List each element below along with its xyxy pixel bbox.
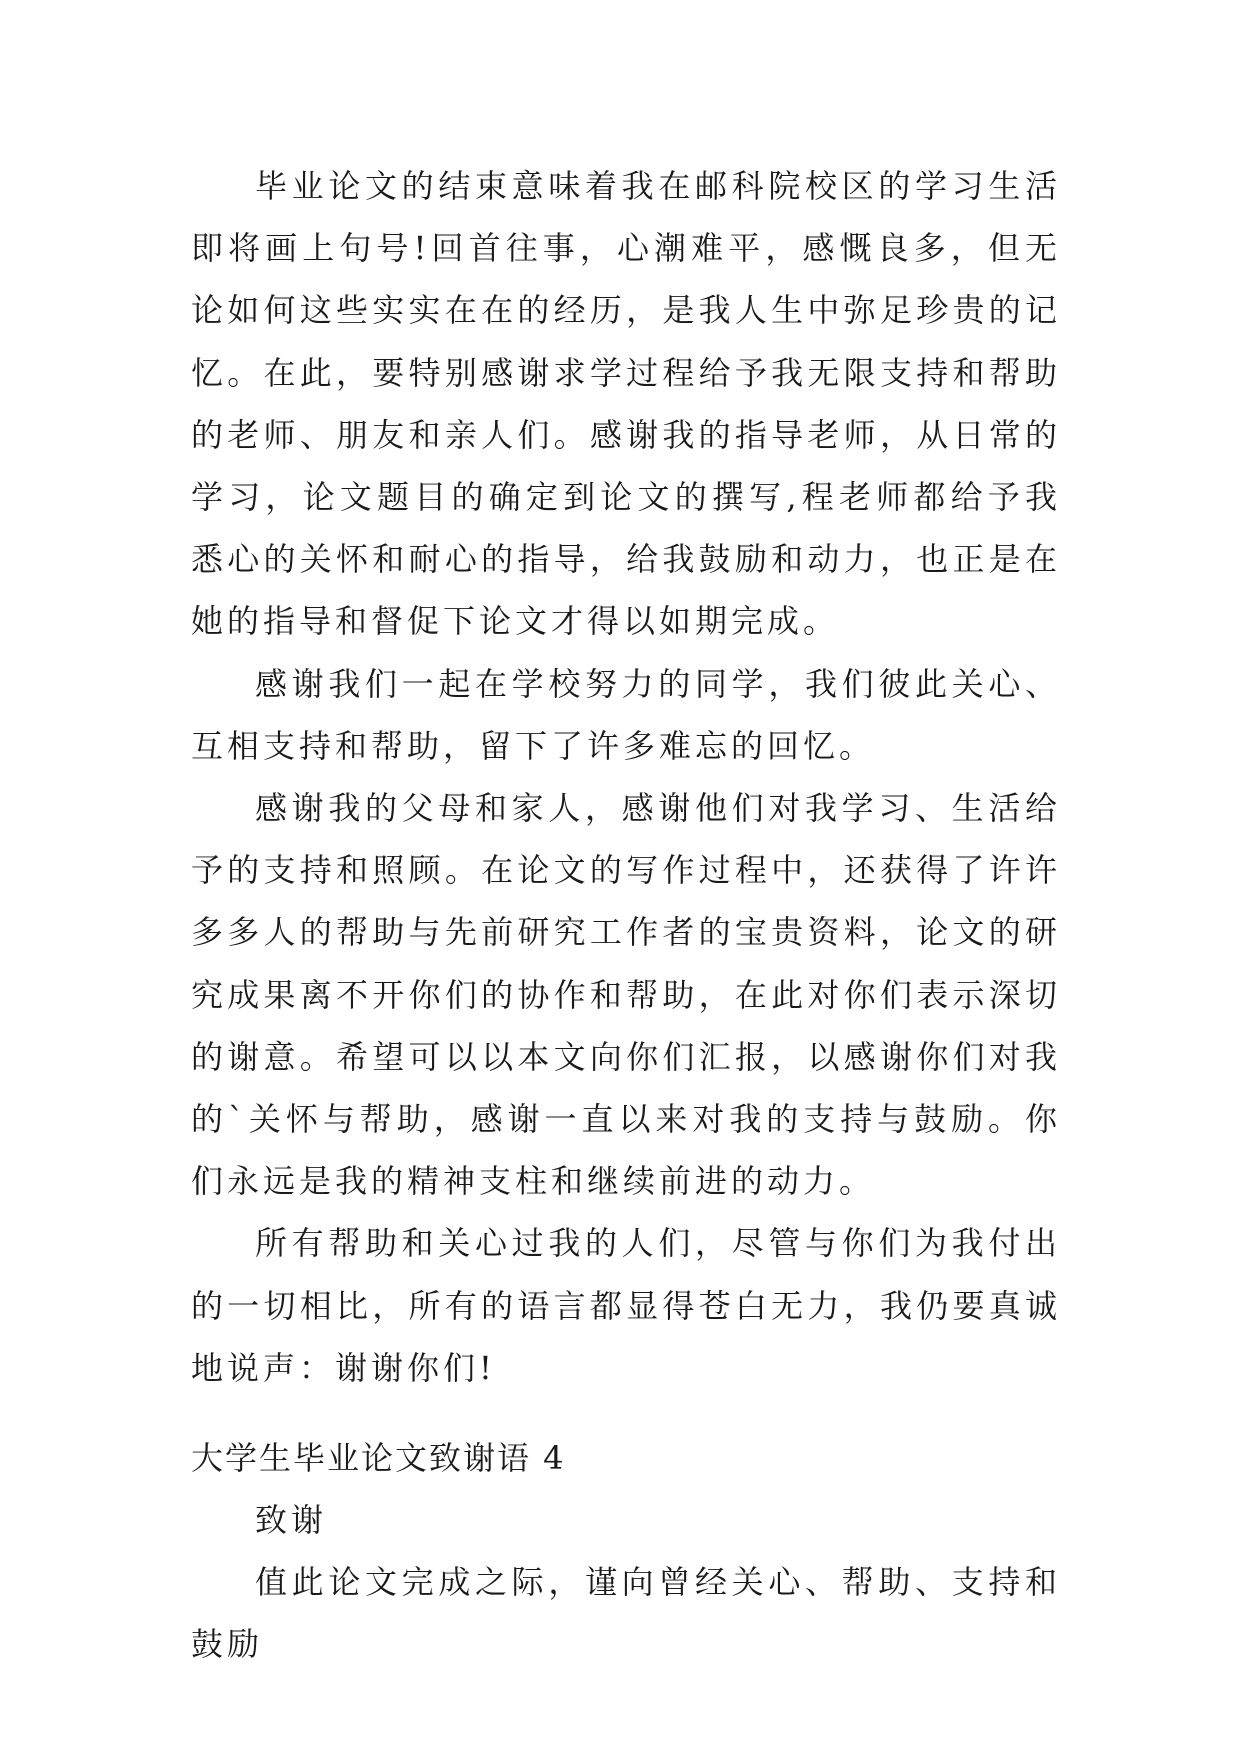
paragraph-closing-thanks: 所有帮助和关心过我的人们，尽管与你们为我付出的一切相比，所有的语言都显得苍白无力，我仍要真诚地说声：谢谢你们!: [191, 1224, 1061, 1387]
document-body: [191, 155, 1061, 1675]
paragraph-classmates-thanks: 感谢我们一起在学校努力的同学，我们彼此关心、互相支持和帮助，留下了许多难忘的回忆。: [191, 664, 1061, 765]
paragraph-graduation-thanks: 毕业论文的结束意味着我在邮科院校区的学习生活即将画上句号!回首往事，心潮难平，感慨良多，但无论如何这些实实在在的经历，是我人生中弥足珍贵的记忆。在此，要特别感谢求学过程给予我无限支持和帮助的老师、朋友和亲人们。感谢我的指导老师，从日常的学习，论文题目的确定到论文的撰写,程老师都给予我悉心的关怀和耐心的指导，给我鼓励和动力，也正是在她的指导和督促下论文才得以如期完成。: [191, 167, 1061, 641]
section-subtitle: 致谢: [255, 1501, 328, 1540]
paragraph-family-thanks: 感谢我的父母和家人，感谢他们对我学习、生活给予的支持和照顾。在论文的写作过程中，还获得了许许多多人的帮助与先前研究工作者的宝贵资料，论文的研究成果离不开你们的协作和帮助，在此对你们表示深切的谢意。希望可以以本文向你们汇报，以感谢你们对我的`关怀与帮助，感谢一直以来对我的支持与鼓励。你们永远是我的精神支柱和继续前进的动力。: [191, 789, 1061, 1201]
paragraph-section-start: 值此论文完成之际，谨向曾经关心、帮助、支持和鼓励: [191, 1563, 1061, 1664]
section-heading: 大学生毕业论文致谢语 4: [191, 1439, 566, 1478]
